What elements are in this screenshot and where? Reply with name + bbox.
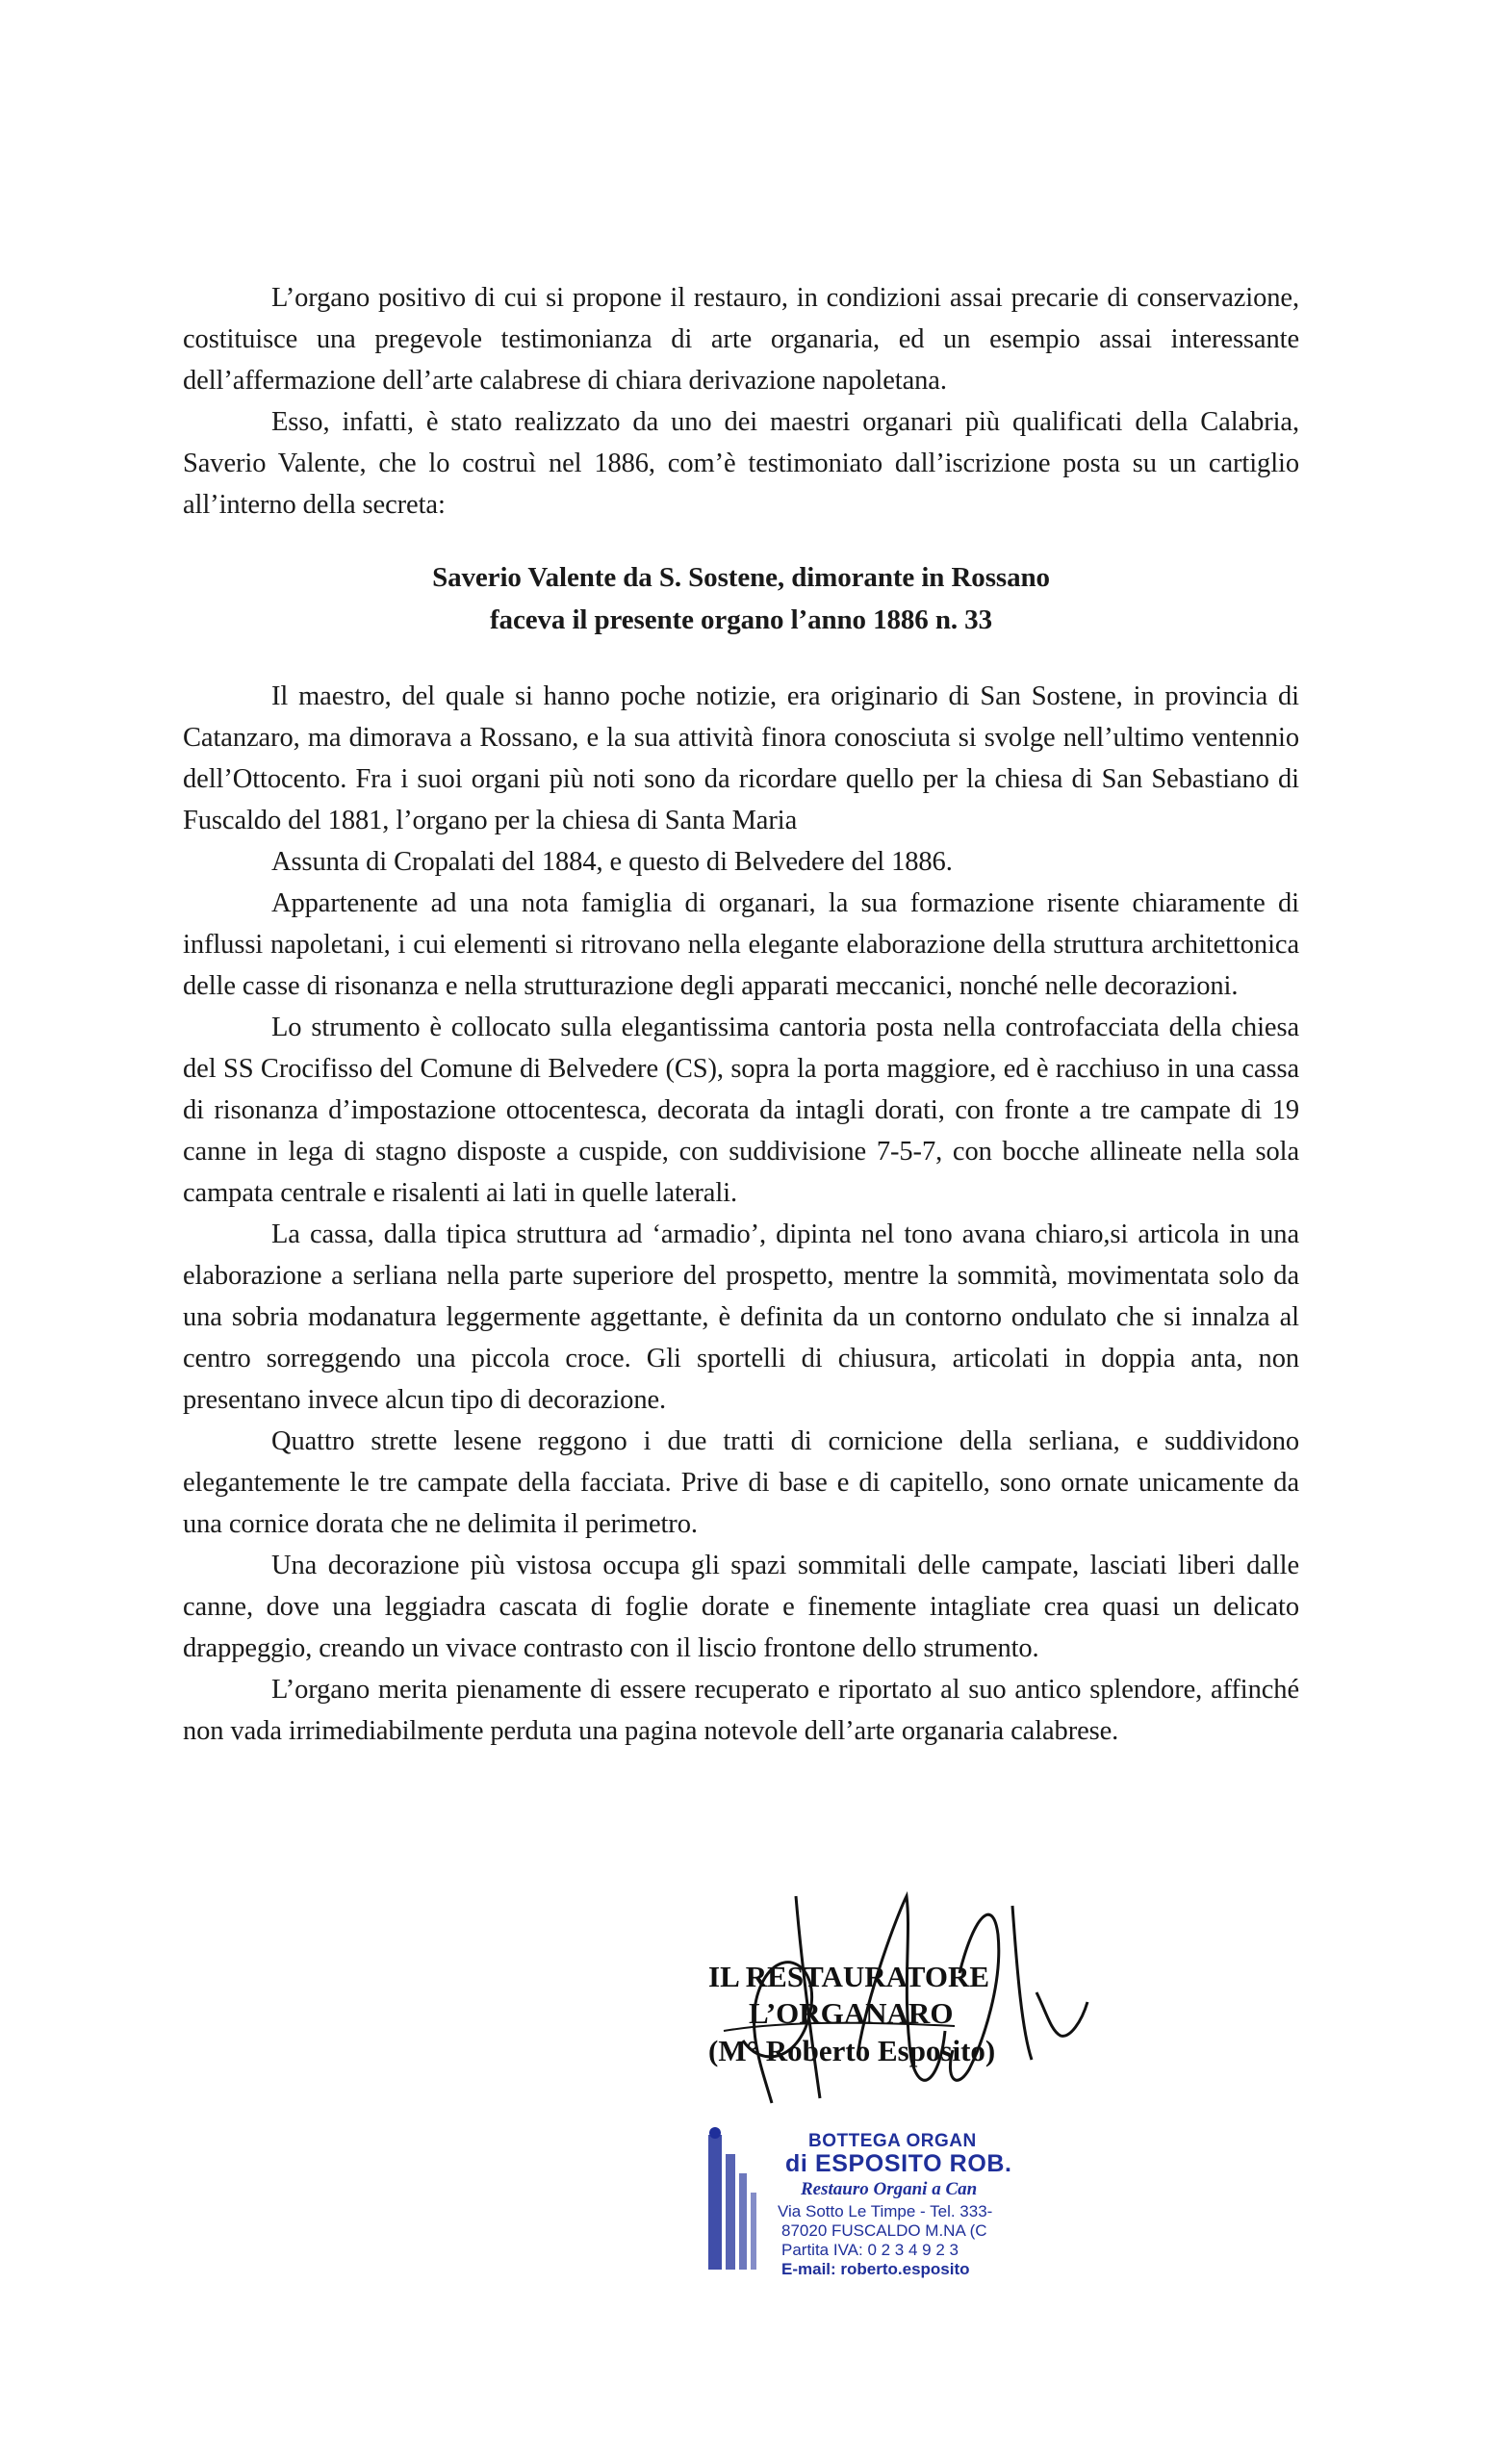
stamp-line-5: 87020 FUSCALDO M.NA (C (781, 2221, 987, 2240)
stamp-line-4: Via Sotto Le Timpe - Tel. 333- (778, 2202, 993, 2220)
organ-emblem-icon (701, 2125, 770, 2279)
paragraph-8: Una decorazione più vistosa occupa gli spazi sommitali delle campate, lasciati liberi dalle canne, dove una leggiadra cascata di foglie dorate e finemente intagliate crea quasi un delicato drappeggio, creando un vivace contrasto con il liscio frontone dello strumento. (183, 1551, 1299, 1663)
company-stamp (701, 2125, 1066, 2279)
inscription-line-2: faceva il presente organo l’anno 1886 n. 33 (490, 604, 992, 635)
paragraph-6: La cassa, dalla tipica struttura ad ‘armadio’, dipinta nel tono avana chiaro,si articola in una elaborazione a serliana nella parte superiore del prospetto, mentre la sommità, movimentata solo da una sobria modanatura leggermente aggettante, è definita da un contorno ondulato che si innalza al centro sorreggendo una piccola croce. Gli sportelli di chiusura, articolati in doppia anta, non presentano invece alcun tipo di decorazione. (183, 1219, 1299, 1415)
paragraph-7: Quattro strette lesene reggono i due tratti di cornicione della serliana, e suddividono elegantemente le tre campate della facciata. Prive di base e di capitello, sono ornate unicamente da una cornice dorata che ne delimita il perimetro. (183, 1426, 1299, 1539)
paragraph-3-tail: Assunta di Cropalati del 1884, e questo di Belvedere del 1886. (271, 847, 953, 877)
inscription-line-1: Saverio Valente da S. Sostene, dimorante in Rossano (432, 562, 1050, 593)
stamp-line-1: BOTTEGA ORGAN (808, 2131, 977, 2151)
letter-body (183, 277, 1299, 1752)
stamp-line-6: Partita IVA: 0 2 3 4 9 2 3 (781, 2241, 959, 2259)
signature-name: (M° Roberto Esposito) (708, 2034, 996, 2067)
stamp-line-3: Restauro Organi a Can (801, 2179, 978, 2199)
stamp-line-7: E-mail: roberto.esposito (781, 2260, 970, 2278)
paragraph-2: Esso, infatti, è stato realizzato da uno dei maestri organari più qualificati della Calabria, Saverio Valente, che lo costruì nel 1886, com’è testimoniato dall’iscrizione posta su un cartiglio all’interno della secreta: (183, 407, 1299, 520)
paragraph-5: Lo strumento è collocato sulla elegantissima cantoria posta nella controfacciata della chiesa del SS Crocifisso del Comune di Belvedere (CS), sopra la porta maggiore, ed è racchiuso in una cassa di risonanza d’impostazione ottocentesca, decorata da intagli dorati, con fronte a tre campate di 19 canne in lega di stagno disposte a cuspide, con suddivisione 7-5-7, con bocche allineate nella sola campata centrale e risalenti ai lati in quelle laterali. (183, 1013, 1299, 1208)
paragraph-3: Il maestro, del quale si hanno poche notizie, era originario di San Sostene, in provincia di Catanzaro, ma dimorava a Rossano, e la sua attività finora conosciuta si svolge nell’ultimo ventennio dell’Ottocento. Fra i suoi organi più noti sono da ricordare quello per la chiesa di San Sebastiano di Fuscaldo del 1881, l’organo per la chiesa di Santa Maria (183, 681, 1299, 835)
signature-role: L’ORGANARO (749, 1996, 954, 2030)
paragraph-4: Appartenente ad una nota famiglia di organari, la sua formazione risente chiaramente di influssi napoletani, i cui elementi si ritrovano nella elegante elaborazione della struttura architettonica delle casse di risonanza e nella strutturazione degli apparati meccanici, nonché nelle decorazioni. (183, 888, 1299, 1001)
signature-title: IL RESTAURATORE (708, 1960, 990, 1993)
paragraph-1: L’organo positivo di cui si propone il restauro, in condizioni assai precarie di conservazione, costituisce una pregevole testimonianza di arte organaria, ed un esempio assai interessante dell’affermazione dell’arte calabrese di chiara derivazione napoletana. (183, 283, 1299, 396)
inscription (183, 556, 1299, 641)
paragraph-9: L’organo merita pienamente di essere recuperato e riportato al suo antico splendore, affinché non vada irrimediabilmente perduta una pagina notevole dell’arte organaria calabrese. (183, 1675, 1299, 1746)
stamp-line-2: di ESPOSITO ROB. (785, 2150, 1012, 2177)
